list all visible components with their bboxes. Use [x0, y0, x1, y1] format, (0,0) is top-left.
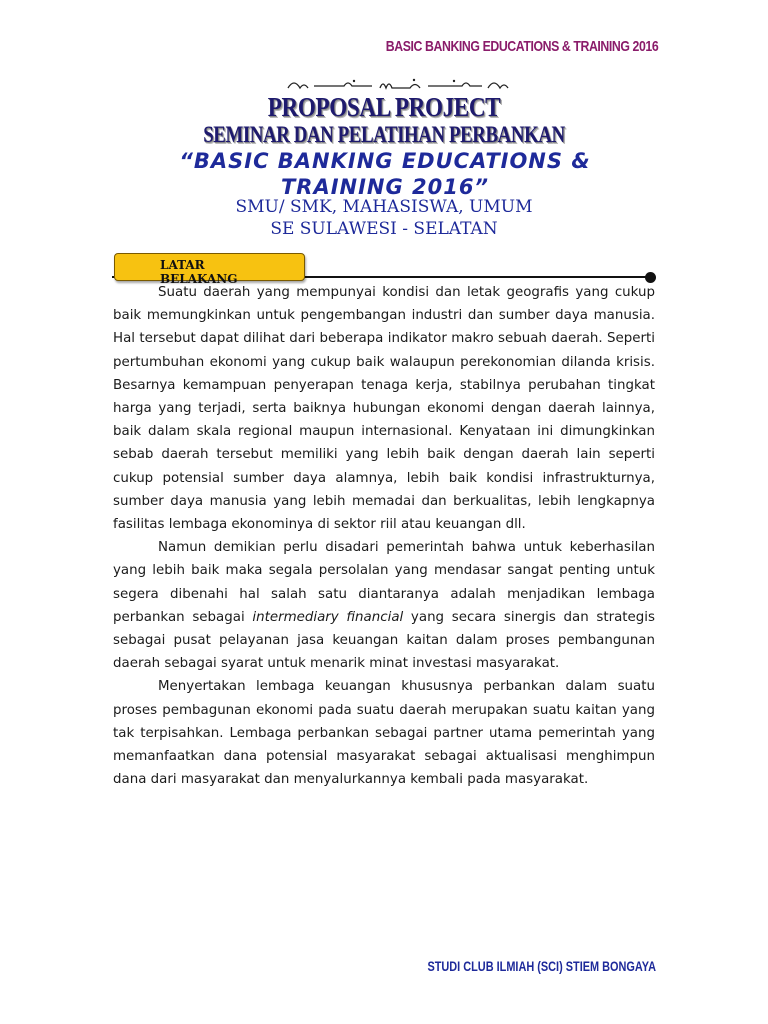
section-heading-badge — [114, 253, 305, 286]
paragraph-2-italic: intermediary financial — [252, 609, 404, 625]
document-subtitle: SEMINAR DAN PELATIHAN PERBANKAN — [203, 122, 565, 147]
audience-line-2: SE SULAWESI - SELATAN — [270, 219, 498, 239]
audience — [0, 196, 768, 240]
document-title: PROPOSAL PROJECT — [267, 92, 501, 122]
footer-organizer: STUDI CLUB ILMIAH (SCI) STIEM BONGAYA — [427, 958, 656, 974]
basmalah-calligraphy-icon — [284, 76, 514, 92]
paragraph-2-start: Namun demikian perlu disadari pemerintah bahwa untuk keberhasilan yang lebih baik maka segala persolalan yang mendasar sangat penting untuk segera dibenahi hal salah satu diantaranya adalah menjadikan lembaga perbankan sebagai — [113, 540, 655, 625]
paragraph-1: Suatu daerah yang mempunyai kondisi dan letak geografis yang cukup baik memungkinkan untuk pengembangan industri dan sumber daya manusia. Hal tersebut dapat dilihat dari beberapa indikator makro sebuah daerah. Seperti pertumbuhan ekonomi yang cukup baik walaupun perekonomian dilanda krisis. Besarnya kemampuan penyerapan tenaga kerja, stabilnya perubahan tingkat harga yang terjadi, serta baiknya hubungan ekonomi dengan daerah lainnya, baik dalam skala regional maupun internasional. Kenyataan ini dimungkinkan sebab daerah tersebut memiliki yang lebih baik dengan daerah lain seperti cukup potensial sumber daya alamnya, lebih baik kondisi infrastrukturnya, sumber daya manusia yang lebih memadai dan berkualitas, lebih lengkapnya fasilitas lembaga ekonominya di sektor riil atau keuangan dll. — [113, 285, 655, 533]
paragraph-3: Menyertakan lembaga keuangan khususnya perbankan dalam suatu proses pembagunan ekonomi pada suatu daerah merupakan suatu kaitan yang tak terpisahkan. Lembaga perbankan sebagai partner utama pemerintah yang memanfaatkan dana potensial masyarakat sebagai aktualisasi menghimpun dana dari masyarakat dan menyalurkannya kembali pada masyarakat. — [113, 679, 655, 788]
paragraph-2 — [113, 536, 655, 675]
body-text — [113, 281, 655, 791]
header-event-tag: BASIC BANKING EDUCATIONS & TRAINING 2016 — [385, 38, 658, 55]
paragraph-2-end: yang secara sinergis dan strategis sebagai pusat pelayanan jasa keuangan kaitan dalam proses pembangunan daerah sebagai syarat untuk menarik minat investasi masyarakat. — [113, 609, 655, 672]
section-heading-label: LATAR BELAKANG — [160, 258, 238, 286]
audience-line-1: SMU/ SMK, MAHASISWA, UMUM — [235, 197, 533, 217]
event-title: “BASIC BANKING EDUCATIONS & TRAINING 2016” — [179, 149, 591, 199]
